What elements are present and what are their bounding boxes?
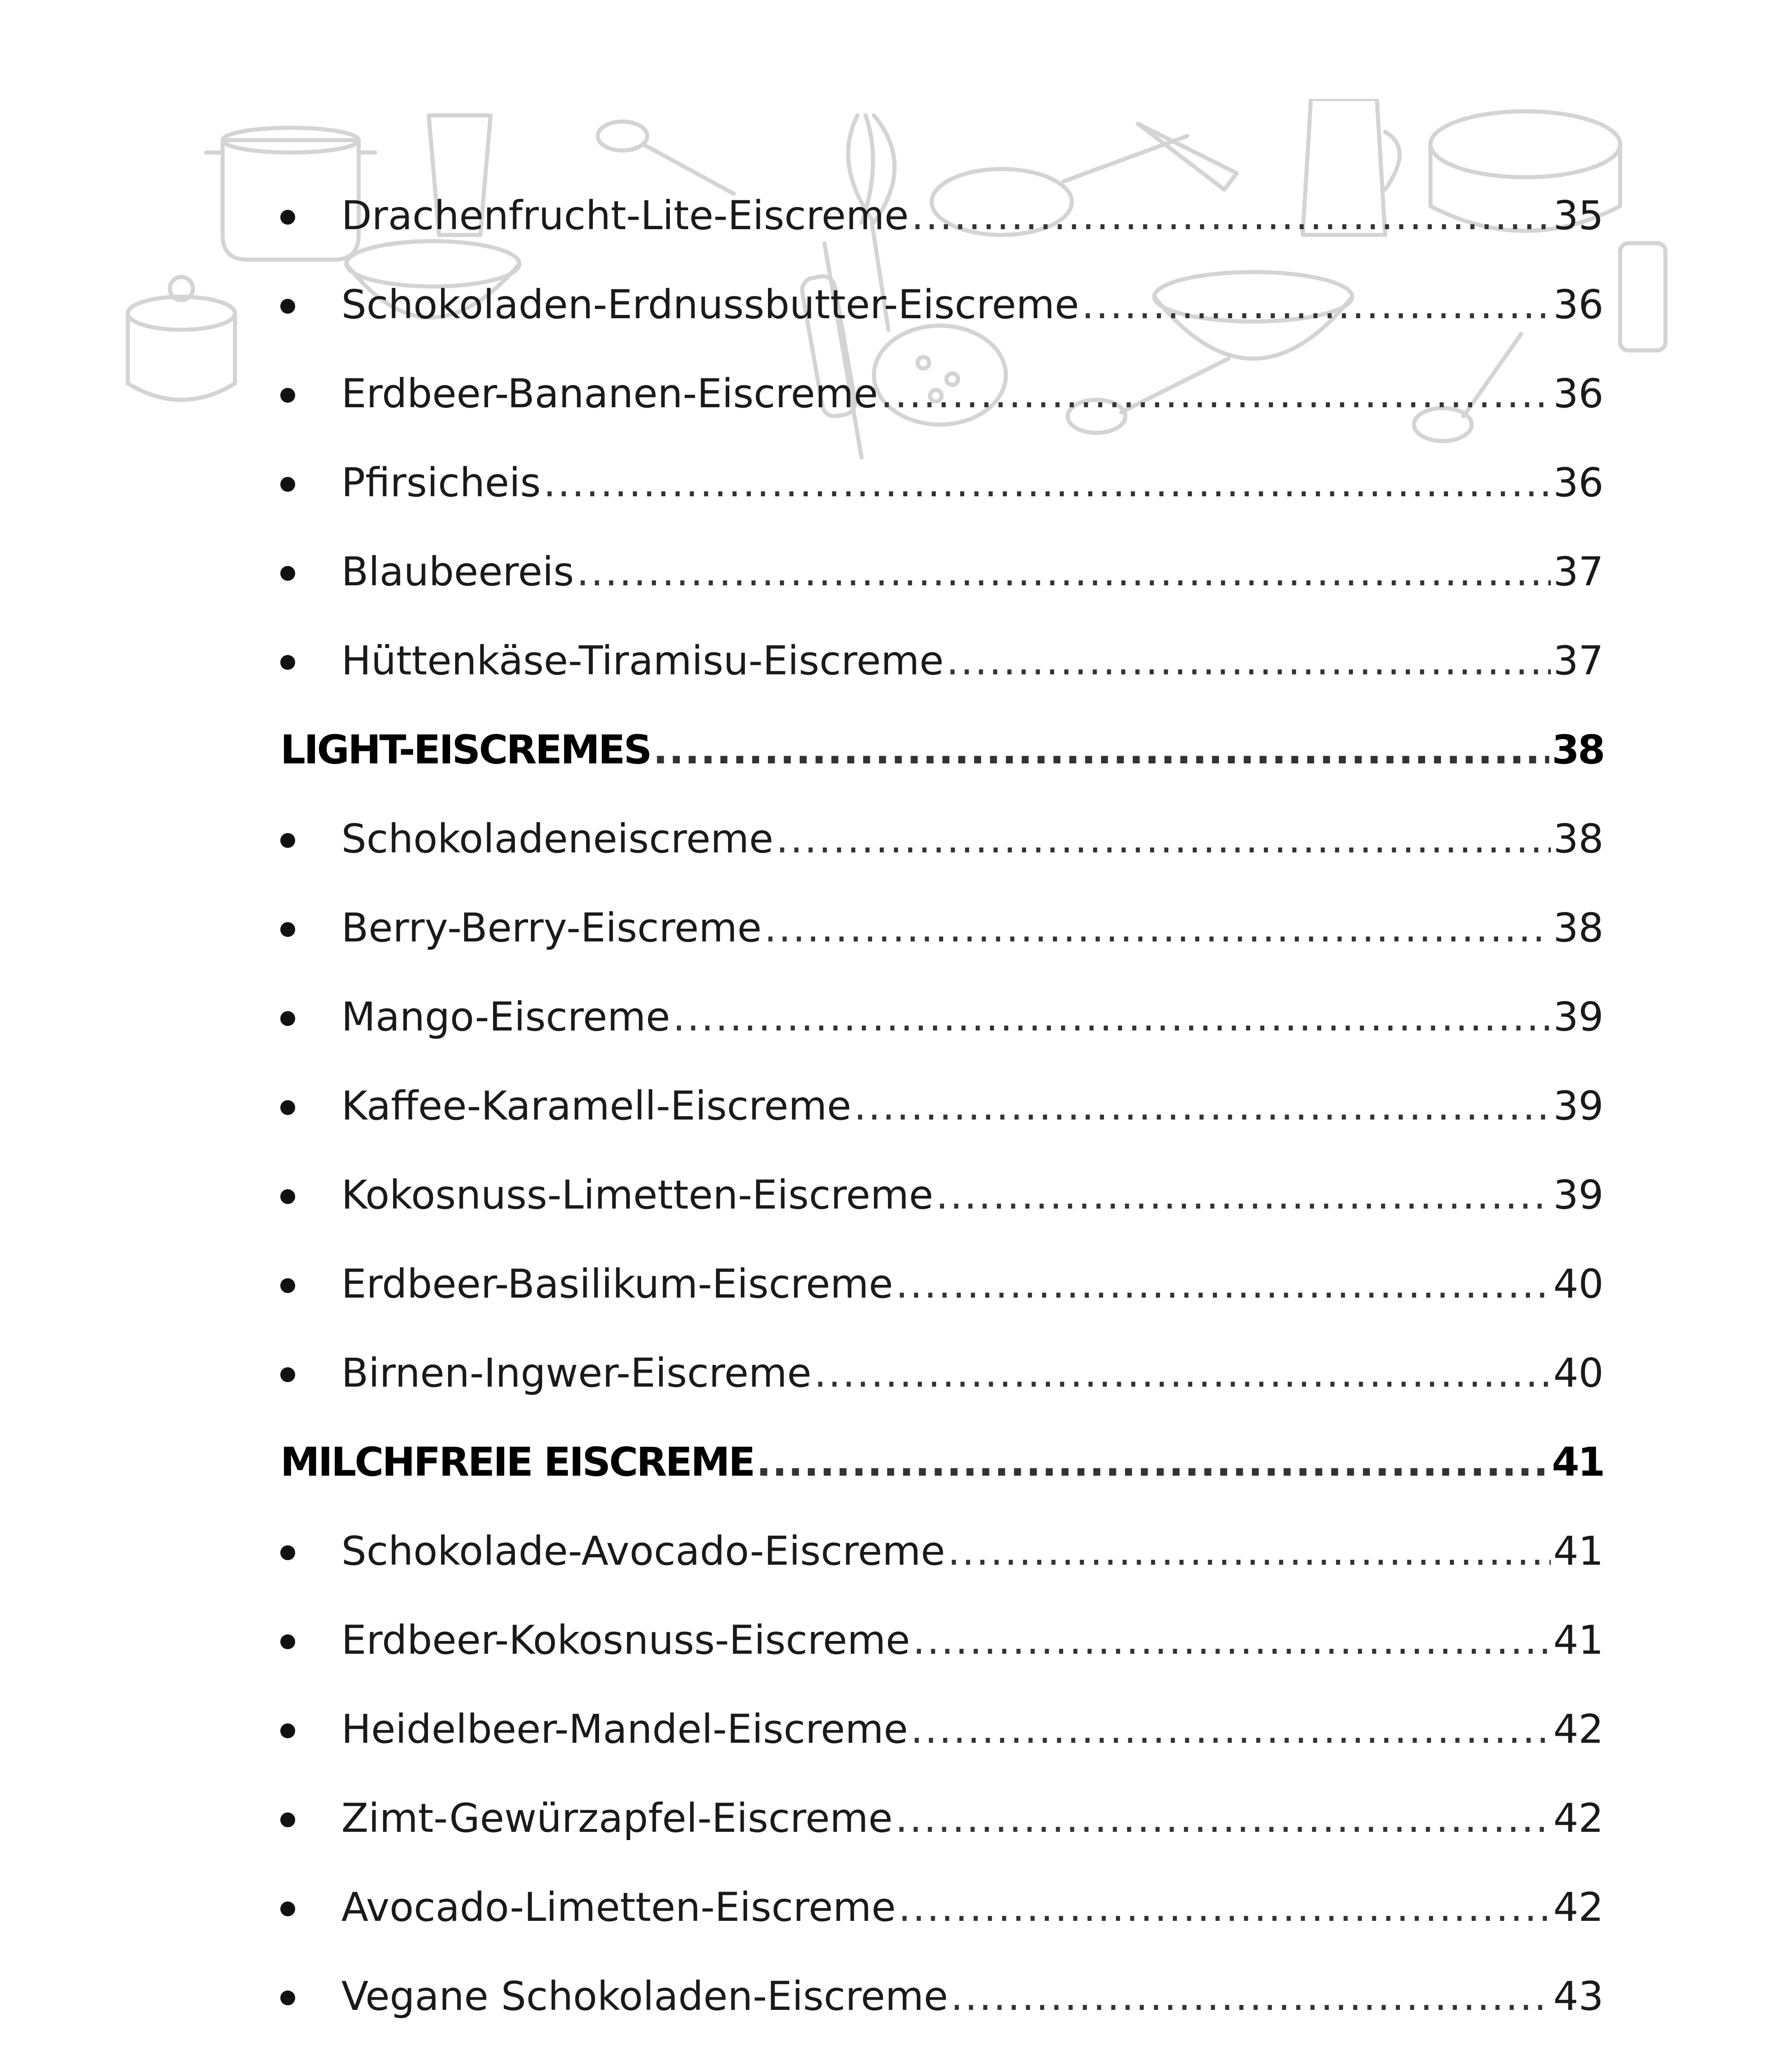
- dot-leader: [951, 1976, 1551, 2016]
- toc-section-heading[interactable]: [280, 705, 1604, 794]
- dot-leader: [814, 1353, 1550, 1393]
- toc-entry[interactable]: [280, 794, 1604, 883]
- toc-page-number: 40: [1553, 1350, 1604, 1396]
- toc-entry-line: [341, 1617, 1604, 1663]
- toc-entry[interactable]: [280, 883, 1604, 972]
- toc-entry-title: Hüttenkäse-Tiramisu-Eiscreme: [341, 638, 944, 684]
- bullet-icon: [280, 388, 295, 403]
- bullet-icon: [280, 477, 295, 492]
- bullet-icon: [280, 1100, 295, 1115]
- toc-page-number: 42: [1553, 1884, 1604, 1930]
- toc-entry-line: [280, 1439, 1604, 1485]
- dot-leader: [913, 1620, 1551, 1660]
- toc-entry-title: Avocado-Limetten-Eiscreme: [341, 1884, 896, 1930]
- toc-entry-line: [341, 816, 1604, 862]
- dot-leader: [543, 463, 1551, 502]
- toc-entry-title: Kokosnuss-Limetten-Eiscreme: [341, 1172, 933, 1218]
- toc-section-heading[interactable]: [280, 1418, 1604, 1507]
- bullet-icon: [280, 566, 295, 581]
- toc-page-number: 36: [1553, 371, 1604, 417]
- toc-entry[interactable]: [280, 1239, 1604, 1329]
- toc-entry-line: [341, 905, 1604, 951]
- dot-leader: [946, 641, 1551, 681]
- dot-leader: [895, 1798, 1550, 1838]
- toc-entry[interactable]: [280, 1150, 1604, 1239]
- bullet-icon: [280, 833, 295, 848]
- toc-entry[interactable]: [280, 1774, 1604, 1863]
- toc-entry-line: [341, 1083, 1604, 1129]
- bullet-icon: [280, 1278, 295, 1293]
- dot-leader: [895, 1264, 1550, 1304]
- toc-entry-title: Schokoladeneiscreme: [341, 816, 774, 862]
- dot-leader: [881, 374, 1551, 413]
- toc-entry[interactable]: [280, 1061, 1604, 1150]
- dot-leader: [898, 1887, 1551, 1927]
- toc-entry-line: [280, 727, 1604, 773]
- toc-page-number: 39: [1553, 1172, 1604, 1218]
- toc-entry-title: LIGHT-EISCREMES: [280, 727, 651, 773]
- bullet-icon: [280, 1189, 295, 1204]
- toc-entry-title: Heidelbeer-Mandel-Eiscreme: [341, 1706, 908, 1752]
- toc-page-number: 41: [1552, 1439, 1604, 1485]
- toc-entry-line: [341, 1884, 1604, 1930]
- toc-page-number: 37: [1553, 638, 1604, 684]
- dot-leader: [576, 552, 1550, 592]
- toc-entry[interactable]: [280, 2041, 1604, 2061]
- dot-leader: [936, 1175, 1551, 1215]
- bullet-icon: [280, 1723, 295, 1738]
- toc-entry[interactable]: [280, 527, 1604, 616]
- dot-leader: [1082, 285, 1551, 324]
- dot-leader: [776, 819, 1551, 859]
- toc-entry-line: [341, 371, 1604, 417]
- bullet-icon: [280, 1901, 295, 1916]
- toc-entry-title: Blaubeereis: [341, 549, 574, 595]
- toc-page-number: 36: [1553, 282, 1604, 328]
- toc-entry[interactable]: [280, 438, 1604, 527]
- bullet-icon: [280, 922, 295, 937]
- toc-page-number: 38: [1552, 727, 1604, 773]
- dot-leader: [854, 1086, 1551, 1126]
- toc-entry-title: Pfirsicheis: [341, 460, 541, 506]
- toc-page-number: 36: [1553, 460, 1604, 506]
- toc-page-number: 37: [1553, 549, 1604, 595]
- toc-entry[interactable]: [280, 1863, 1604, 1952]
- bullet-icon: [280, 1545, 295, 1560]
- toc-entry[interactable]: [280, 1329, 1604, 1418]
- toc-entry-line: [341, 638, 1604, 684]
- bullet-icon: [280, 1812, 295, 1827]
- toc-entry[interactable]: [280, 260, 1604, 349]
- bullet-icon: [280, 299, 295, 314]
- bullet-icon: [280, 1634, 295, 1649]
- toc-entry-title: Erdbeer-Kokosnuss-Eiscreme: [341, 1617, 910, 1663]
- toc-page-number: 35: [1553, 192, 1604, 239]
- toc-entry-line: [341, 1350, 1604, 1396]
- toc-entry-line: [341, 1973, 1604, 2019]
- table-of-contents: [280, 171, 1604, 2061]
- toc-entry-title: Mango-Eiscreme: [341, 994, 670, 1040]
- toc-entry[interactable]: [280, 349, 1604, 438]
- lidded-pot-icon: [128, 277, 235, 400]
- toc-page-number: 43: [1553, 1973, 1604, 2019]
- toc-entry-title: Erdbeer-Bananen-Eiscreme: [341, 371, 878, 417]
- toc-entry[interactable]: [280, 1952, 1604, 2041]
- dot-leader: [756, 1442, 1550, 1482]
- toc-page-number: 42: [1553, 1795, 1604, 1841]
- bullet-icon: [280, 210, 295, 225]
- dot-leader: [911, 196, 1550, 235]
- toc-entry-line: [341, 549, 1604, 595]
- dot-leader: [948, 1531, 1551, 1571]
- dot-leader: [673, 997, 1551, 1037]
- toc-entry-title: Schokolade-Avocado-Eiscreme: [341, 1528, 945, 1574]
- toc-page-number: 42: [1553, 1706, 1604, 1752]
- toc-entry[interactable]: [280, 1507, 1604, 1596]
- toc-entry[interactable]: [280, 1596, 1604, 1685]
- bullet-icon: [280, 1991, 295, 2005]
- toc-entry[interactable]: [280, 171, 1604, 260]
- bullet-icon: [280, 1367, 295, 1382]
- toc-entry-line: [341, 1706, 1604, 1752]
- toc-entry-title: Drachenfrucht-Lite-Eiscreme: [341, 192, 909, 239]
- toc-entry-line: [341, 460, 1604, 506]
- bullet-icon: [280, 1011, 295, 1026]
- toc-entry-title: Vegane Schokoladen-Eiscreme: [341, 1973, 948, 2019]
- toc-entry-title: Berry-Berry-Eiscreme: [341, 905, 762, 951]
- toc-entry-line: [341, 994, 1604, 1040]
- grater-icon: [1620, 243, 1665, 350]
- toc-page-number: 41: [1553, 1528, 1604, 1574]
- toc-entry-line: [341, 1528, 1604, 1574]
- toc-entry-title: Kaffee-Karamell-Eiscreme: [341, 1083, 852, 1129]
- toc-page-number: 39: [1553, 994, 1604, 1040]
- toc-page-number: 39: [1553, 1083, 1604, 1129]
- toc-entry-line: [341, 1172, 1604, 1218]
- toc-entry-title: Zimt-Gewürzapfel-Eiscreme: [341, 1795, 893, 1841]
- toc-page-number: 40: [1553, 1261, 1604, 1307]
- dot-leader: [653, 730, 1550, 770]
- bullet-icon: [280, 655, 295, 670]
- toc-entry-title: Birnen-Ingwer-Eiscreme: [341, 1350, 812, 1396]
- toc-entry[interactable]: [280, 972, 1604, 1061]
- toc-entry-line: [341, 1261, 1604, 1307]
- dot-leader: [764, 908, 1551, 948]
- dot-leader: [911, 1709, 1551, 1749]
- toc-entry-line: [341, 192, 1604, 239]
- toc-entry-line: [341, 282, 1604, 328]
- toc-entry-line: [341, 1795, 1604, 1841]
- toc-entry-title: Schokoladen-Erdnussbutter-Eiscreme: [341, 282, 1079, 328]
- toc-entry-title: MILCHFREIE EISCREME: [280, 1439, 754, 1485]
- toc-page-number: 38: [1553, 816, 1604, 862]
- toc-page-number: 38: [1553, 905, 1604, 951]
- toc-entry[interactable]: [280, 1685, 1604, 1774]
- toc-page-number: 41: [1553, 1617, 1604, 1663]
- toc-entry[interactable]: [280, 616, 1604, 705]
- toc-entry-title: Erdbeer-Basilikum-Eiscreme: [341, 1261, 893, 1307]
